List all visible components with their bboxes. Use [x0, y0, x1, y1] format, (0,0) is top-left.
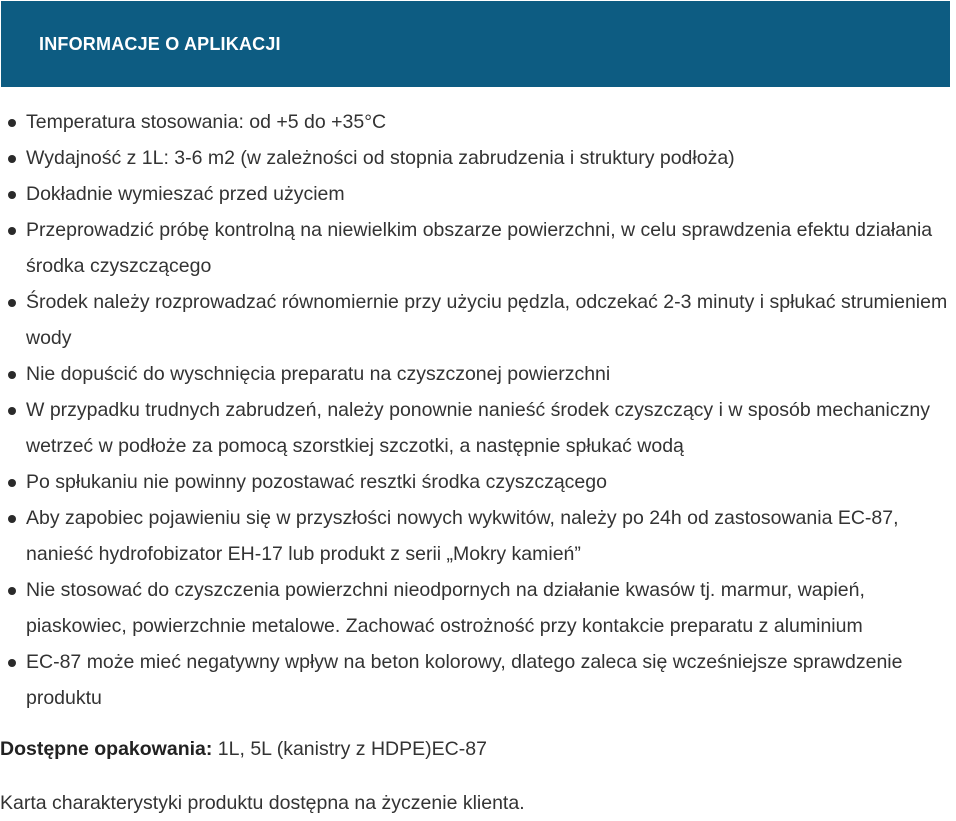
packaging-info — [0, 731, 950, 767]
list-item: Aby zapobiec pojawieniu się w przyszłości nowych wykwitów, należy po 24h od zastosowania EC-87, nanieść hydrofobizator EH-17 lub produkt z serii „Mokry kamień” — [0, 500, 950, 572]
list-item: EC-87 może mieć negatywny wpływ na beton kolorowy, dlatego zaleca się wcześniejsze sprawdzenie produktu — [0, 644, 950, 716]
section-title: INFORMACJE O APLIKACJI — [39, 33, 281, 54]
list-item: Wydajność z 1L: 3-6 m2 (w zależności od stopnia zabrudzenia i struktury podłoża) — [0, 140, 950, 176]
safety-data-sheet-note: Karta charakterystyki produktu dostępna na życzenie klienta. — [0, 792, 525, 814]
application-info-content — [0, 104, 950, 821]
list-item: Dokładnie wymieszać przed użyciem — [0, 176, 950, 212]
list-item: Nie dopuścić do wyschnięcia preparatu na czyszczonej powierzchni — [0, 356, 950, 392]
list-item: Po spłukaniu nie powinny pozostawać resztki środka czyszczącego — [0, 464, 950, 500]
list-item: Temperatura stosowania: od +5 do +35°C — [0, 104, 950, 140]
list-item: Środek należy rozprowadzać równomiernie przy użyciu pędzla, odczekać 2-3 minuty i spłukać strumieniem wody — [0, 284, 950, 356]
application-info-list — [0, 104, 950, 716]
list-item: Nie stosować do czyszczenia powierzchni nieodpornych na działanie kwasów tj. marmur, wapień, piaskowiec, powierzchnie metalowe. Zachować ostrożność przy kontakcie preparatu z aluminium — [0, 572, 950, 644]
packaging-label: Dostępne opakowania: — [0, 738, 213, 760]
list-item: Przeprowadzić próbę kontrolną na niewielkim obszarze powierzchni, w celu sprawdzenia efektu działania środka czyszczącego — [0, 212, 950, 284]
list-item: W przypadku trudnych zabrudzeń, należy ponownie nanieść środek czyszczący i w sposób mechaniczny wetrzeć w podłoże za pomocą szorstkiej szczotki, a następnie spłukać wodą — [0, 392, 950, 464]
section-header — [1, 1, 950, 87]
packaging-value: 1L, 5L (kanistry z HDPE)EC-87 — [212, 738, 487, 760]
